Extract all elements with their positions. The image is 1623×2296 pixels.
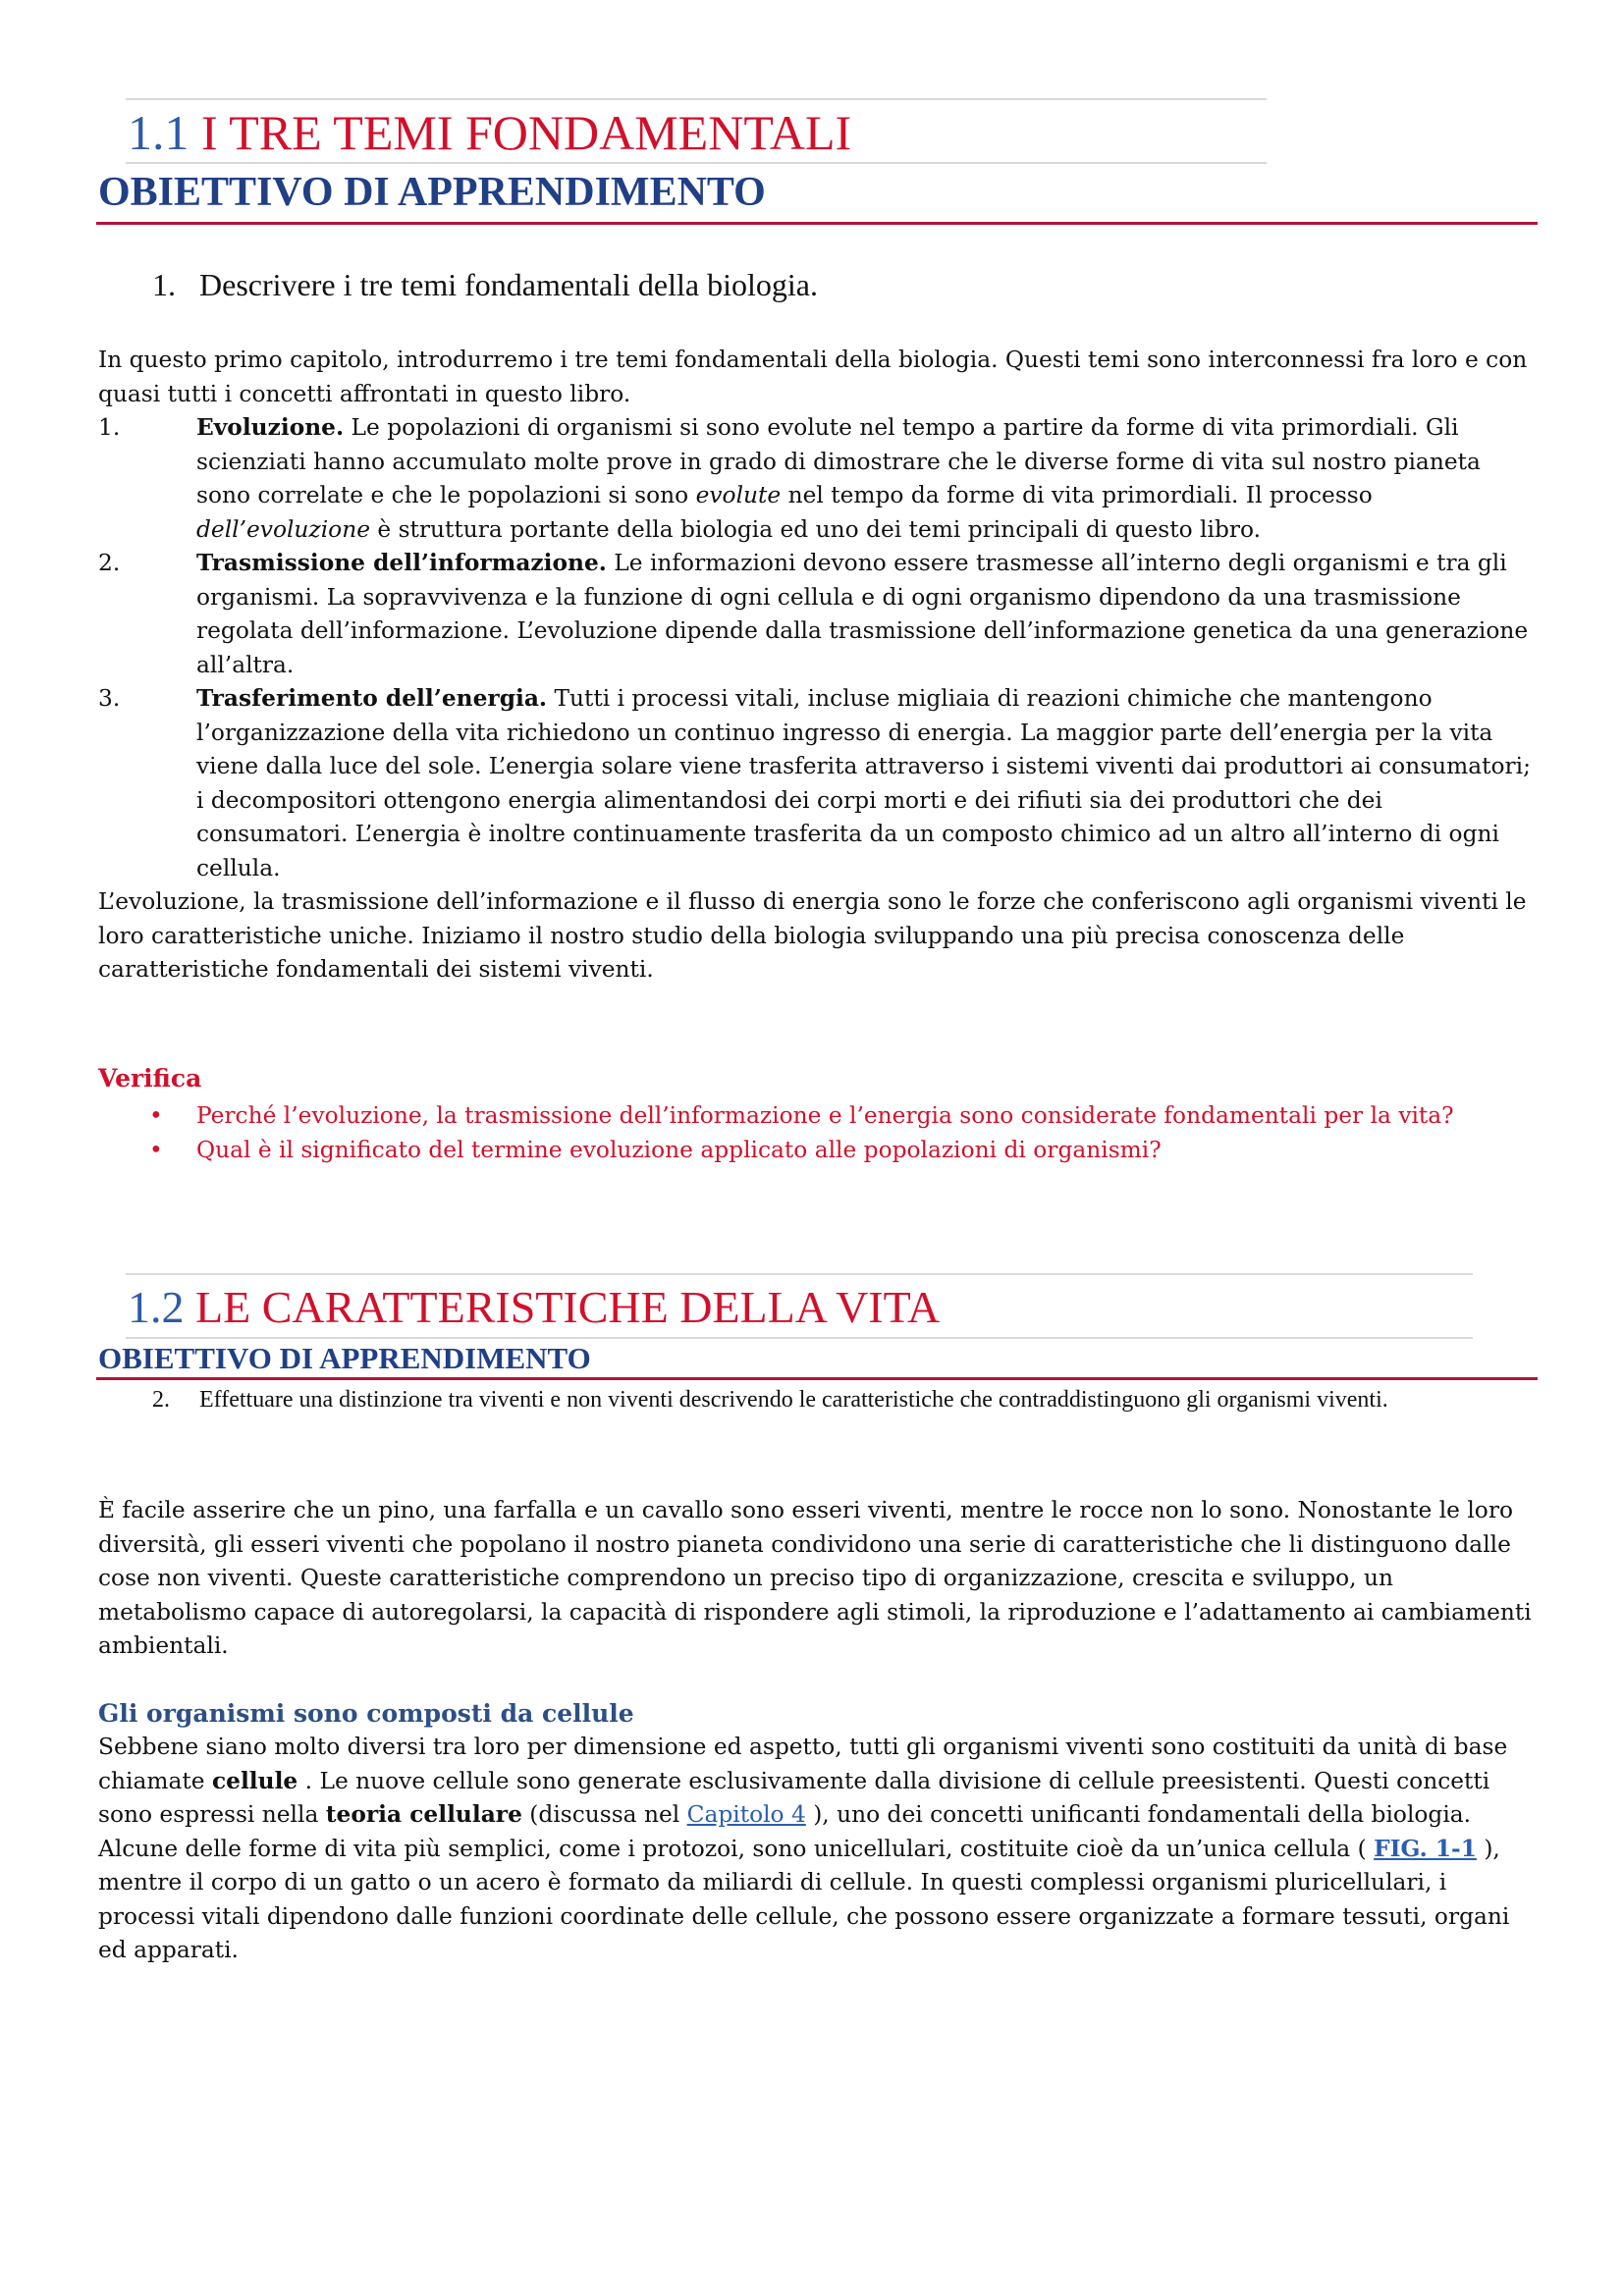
objective-text: Effettuare una distinzione tra viventi e non viventi descrivendo le caratteristiche che contraddistinguono gli organismi viventi.: [199, 1387, 1388, 1413]
section-top-rule: [126, 1273, 1473, 1275]
subsection-heading: Gli organismi sono composti da cellule: [98, 1699, 634, 1728]
verify-item: [98, 1134, 1537, 1168]
theme-number: 1.: [98, 414, 121, 441]
objective-heading-1: OBIETTIVO DI APPRENDIMENTO: [98, 170, 766, 215]
intro-paragraph: È facile asserire che un pino, una farfalla e un cavallo sono esseri viventi, mentre le rocce non lo sono. Nonostante le loro diversità, gli esseri viventi che popolano il nostro pianeta condividono una serie di caratteristiche che li distinguono dalle cose non viventi. Queste caratteristiche comprendono un preciso tipo di organizzazione, crescita e sviluppo, un metabolismo capace di autoregolarsi, la capacità di rispondere agli stimoli, la riproduzione e l’adattamento ai cambiamenti ambientali.: [98, 1497, 1532, 1659]
body-text: ), mentre il corpo di un gatto o un acero è formato da miliardi di cellule. In questi complessi organismi pluricellulari, i processi vitali dipendono dalle funzioni coordinate delle cellule, che possono essere organizzate a formare tessuti, organi ed apparati.: [98, 1835, 1510, 1963]
theme-term: Trasmissione dell’informazione.: [196, 550, 607, 576]
themes-list: [98, 411, 1537, 885]
objective-number: 1.: [152, 267, 176, 302]
fig-1-1-link[interactable]: FIG. 1-1: [1374, 1835, 1477, 1862]
section-top-rule: [126, 98, 1267, 100]
body-text: (discussa nel: [521, 1801, 687, 1828]
theme-text: Tutti i processi vitali, incluse migliaia di reazioni chimiche che mantengono l’organizzazione della vita richiedono un continuo ingresso di energia. La maggior parte dell’energia per la vita viene dalla luce del sole. L’energia solare viene trasferita attraverso i sistemi viventi dai produttori ai consumatori; i decompositori ottengono energia alimentandosi dei corpi morti e dei rifiuti sia dei produttori che dei consumatori. L’energia è inoltre continuamente trasferita da un composto chimico ad un altro all’interno di ogni cellula.: [196, 685, 1531, 881]
bullet-icon: •: [149, 1136, 163, 1163]
section-2-number: 1.2: [128, 1282, 185, 1332]
bullet-icon: •: [149, 1102, 163, 1129]
objective-item-2: [152, 1384, 1564, 1416]
verify-item: [98, 1099, 1537, 1134]
chapter-4-link[interactable]: Capitolo 4: [686, 1801, 806, 1828]
objective-text: Descrivere i tre temi fondamentali della biologia.: [199, 267, 818, 302]
theme-emphasis: dell’evoluzione: [196, 515, 370, 543]
verify-heading: Verifica: [98, 1064, 202, 1093]
objective-red-rule-1: [96, 222, 1538, 225]
theme-item-energia: [98, 682, 1537, 885]
verify-list: [98, 1099, 1537, 1167]
organisms-paragraph: [98, 1833, 1537, 1968]
theme-text: Le popolazioni di organismi si sono evolute nel tempo a partire da forme di vita primordiali. Gli scienziati hanno accumulato molte prove in grado di dimostrare che le diverse forme di vita sul nostro pianeta sono correlate e che le popolazioni si sono: [196, 414, 1481, 508]
verify-text: Perché l’evoluzione, la trasmissione dell’informazione e l’energia sono considerate fondamentali per la vita?: [196, 1102, 1454, 1129]
theme-item-trasmissione: [98, 547, 1537, 682]
theme-text: Le informazioni devono essere trasmesse all’interno degli organismi e tra gli organismi. La sopravvivenza e la funzione di ogni cellula e di ogni organismo dipendono da una trasmissione regolata dell’informazione. L’evoluzione dipende dalla trasmissione dell’informazione genetica da una generazione all’altra.: [196, 550, 1529, 678]
theme-item-evoluzione: [98, 411, 1537, 547]
section-1-number: 1.1: [128, 105, 189, 160]
cells-paragraph: [98, 1731, 1537, 1833]
closing-paragraph: L’evoluzione, la trasmissione dell’informazione e il flusso di energia sono le forze che conferiscono agli organismi viventi le loro caratteristiche uniche. Iniziamo il nostro studio della biologia sviluppando una più precisa conoscenza delle caratteristiche fondamentali dei sistemi viventi.: [98, 888, 1527, 983]
section-2-title-text: LE CARATTERISTICHE DELLA VITA: [195, 1282, 941, 1332]
theme-text: è struttura portante della biologia ed uno dei temi principali di questo libro.: [369, 515, 1262, 543]
objective-item-1: [152, 265, 1554, 304]
theme-term: Trasferimento dell’energia.: [196, 685, 548, 712]
objective-red-rule-2: [96, 1377, 1538, 1380]
intro-paragraph: In questo primo capitolo, introdurremo i tre temi fondamentali della biologia. Questi temi sono interconnessi fra loro e con quasi tutti i concetti affrontati in questo libro.: [98, 347, 1528, 407]
body-text: ), uno dei concetti unificanti fondamentali della biologia.: [805, 1801, 1472, 1828]
body-text: . Le nuove cellule sono generate esclusivamente dalla divisione di cellule preesistenti. Questi concetti sono espressi nella: [98, 1767, 1490, 1828]
key-term: teoria cellulare: [325, 1801, 522, 1828]
key-term: cellule: [211, 1767, 298, 1794]
section-1-body: [98, 344, 1537, 988]
theme-term: Evoluzione.: [196, 414, 345, 441]
objective-number: 2.: [152, 1387, 170, 1413]
objective-heading-2: OBIETTIVO DI APPRENDIMENTO: [98, 1341, 591, 1375]
theme-number: 3.: [98, 685, 121, 712]
theme-number: 2.: [98, 550, 121, 576]
theme-text: nel tempo da forme di vita primordiali. Il processo: [781, 482, 1373, 508]
body-text: Alcune delle forme di vita più semplici, come i protozoi, sono unicellulari, costituite cioè da un’unica cellula (: [98, 1835, 1375, 1862]
section-1-title: [128, 105, 852, 160]
section-title-rule: [126, 162, 1267, 164]
section-2-title: [128, 1282, 941, 1332]
theme-emphasis: evolute: [695, 482, 782, 508]
section-2-intro: [98, 1494, 1537, 1664]
section-2-body: [98, 1731, 1537, 1968]
body-text: Sebbene siano molto diversi tra loro per dimensione ed aspetto, tutti gli organismi viventi sono costituiti da unità di base chiamate: [98, 1734, 1508, 1794]
section-1-title-text: I TRE TEMI FONDAMENTALI: [201, 105, 852, 160]
verify-text: Qual è il significato del termine evoluzione applicato alle popolazioni di organismi?: [196, 1136, 1162, 1163]
section-title-rule: [126, 1337, 1473, 1339]
